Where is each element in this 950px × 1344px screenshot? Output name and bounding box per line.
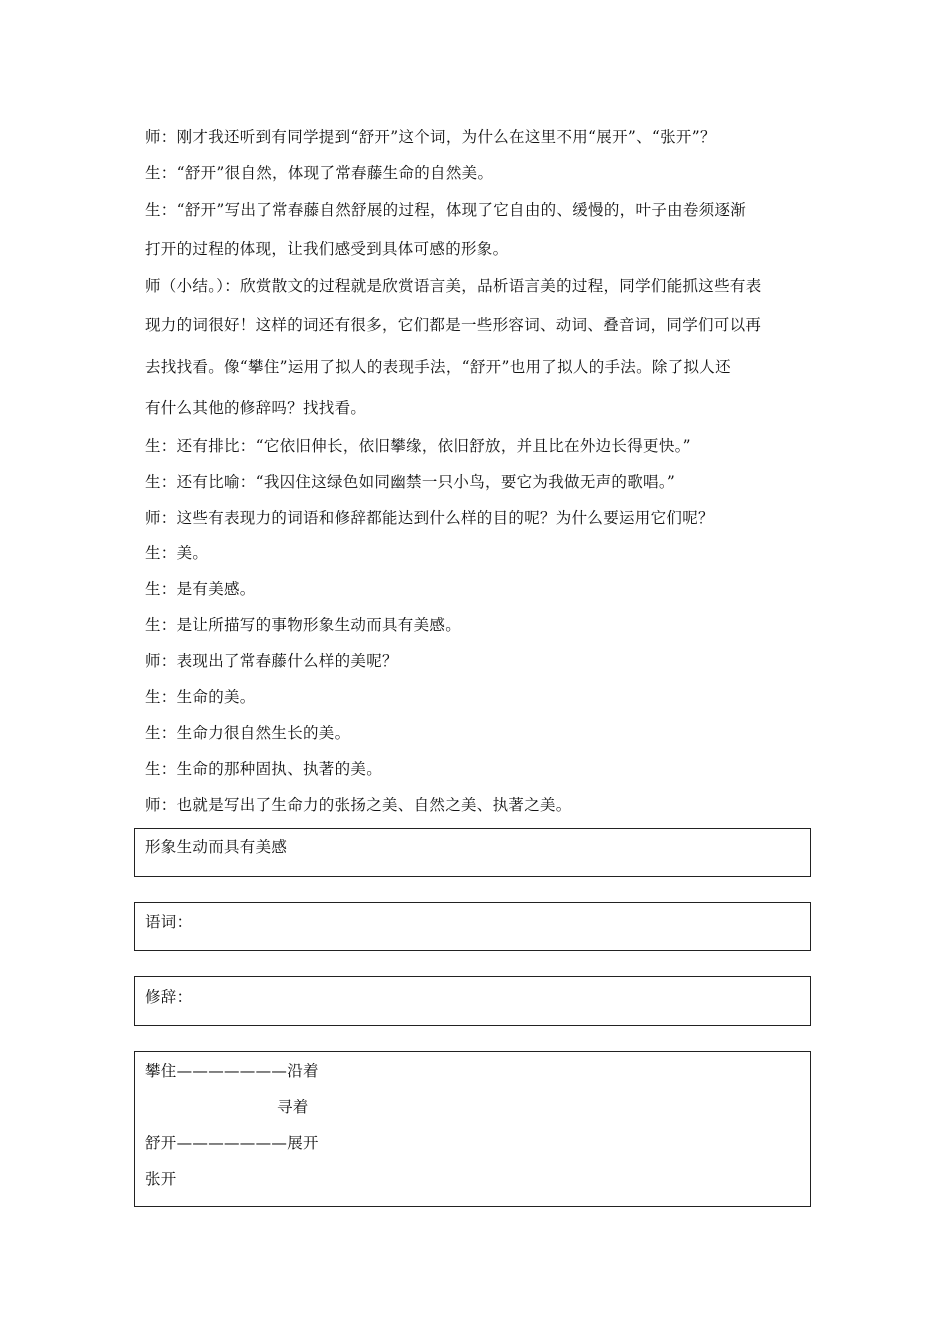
dialogue-line-7: 去找找看。像“攀住”运用了拟人的表现手法，“舒开”也用了拟人的手法。除了拟人还	[145, 358, 731, 376]
dialogue-line-14: 生：是让所描写的事物形象生动而具有美感。	[145, 616, 462, 634]
dialogue-line-17: 生：生命力很自然生长的美。	[145, 724, 351, 742]
dialogue-line-5: 师（小结。）：欣赏散文的过程就是欣赏语言美，品析语言美的过程，同学们能抓这些有表	[145, 277, 762, 295]
dialogue-line-9: 生：还有排比：“它依旧伸长，依旧攀缘，依旧舒放，并且比在外边长得更快。”	[145, 437, 691, 455]
dialogue-line-1: 师：刚才我还听到有同学提到“舒开”这个词，为什么在这里不用“展开”、“张开”？	[145, 128, 716, 146]
comparison-line-3: 舒开———————展开	[145, 1134, 319, 1152]
dialogue-line-4: 打开的过程的体现，让我们感受到具体可感的形象。	[145, 240, 509, 258]
dialogue-line-11: 师：这些有表现力的词语和修辞都能达到什么样的目的呢？为什么要运用它们呢？	[145, 509, 714, 527]
word-comparison-box	[134, 1051, 811, 1207]
comparison-line-4: 张开	[145, 1170, 177, 1188]
dialogue-line-12: 生：美。	[145, 544, 209, 562]
dialogue-line-3: 生：“舒开”写出了常春藤自然舒展的过程，体现了它自由的、缓慢的，叶子由卷须逐渐	[145, 201, 747, 219]
dialogue-line-16: 生：生命的美。	[145, 688, 256, 706]
summary-box	[134, 828, 811, 877]
comparison-line-1: 攀住———————沿着	[145, 1062, 319, 1080]
dialogue-line-6: 现力的词很好！这样的词还有很多，它们都是一些形容词、动词、叠音词，同学们可以再	[145, 316, 762, 334]
dialogue-line-18: 生：生命的那种固执、执著的美。	[145, 760, 383, 778]
word-choice-label: 语词：	[145, 913, 193, 931]
dialogue-line-8: 有什么其他的修辞吗？找找看。	[145, 399, 367, 417]
dialogue-line-2: 生：“舒开”很自然，体现了常春藤生命的自然美。	[145, 164, 494, 182]
dialogue-line-13: 生：是有美感。	[145, 580, 256, 598]
dialogue-line-15: 师：表现出了常春藤什么样的美呢？	[145, 652, 398, 670]
dialogue-line-10: 生：还有比喻：“我囚住这绿色如同幽禁一只小鸟，要它为我做无声的歌唱。”	[145, 473, 676, 491]
comparison-line-2: 寻着	[277, 1098, 309, 1116]
word-choice-box	[134, 902, 811, 951]
rhetoric-box	[134, 976, 811, 1026]
summary-box-text: 形象生动而具有美感	[145, 838, 288, 856]
rhetoric-label: 修辞：	[145, 988, 193, 1006]
dialogue-line-19: 师：也就是写出了生命力的张扬之美、自然之美、执著之美。	[145, 796, 572, 814]
